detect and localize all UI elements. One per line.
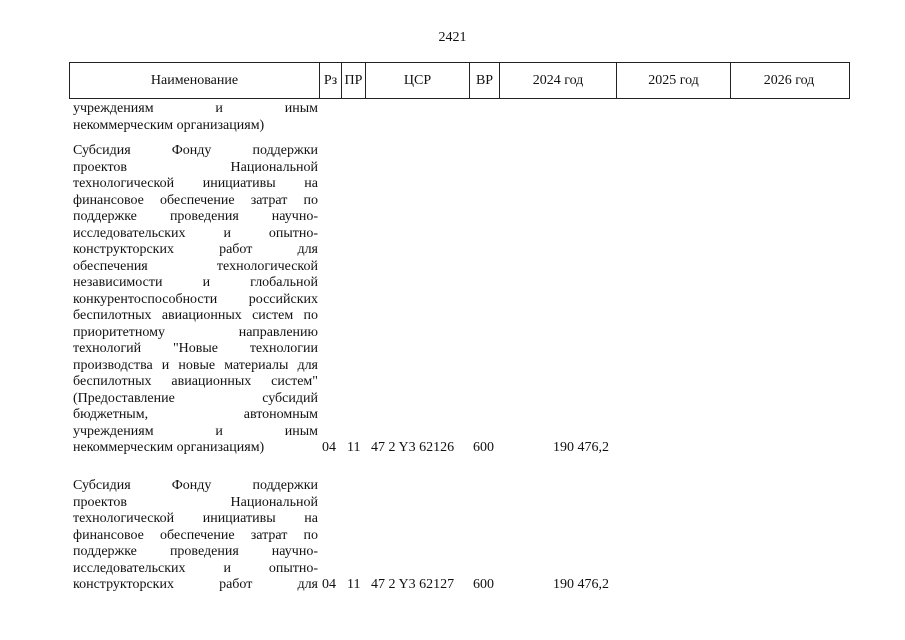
table-header (69, 62, 850, 99)
row-name-line: (Предоставление субсидий (73, 390, 318, 406)
col-header-csr: ЦСР (366, 63, 470, 98)
row-name (73, 101, 318, 134)
row-name-line: проектов Национальной (73, 494, 318, 510)
row-name-line: технологической инициативы на (73, 511, 318, 526)
row-name-line: исследовательских и опытно- (73, 560, 318, 576)
vr-cell: 600 (473, 440, 494, 455)
row-name-line: приоритетному направлению (73, 324, 318, 340)
row-name (73, 478, 318, 594)
table-row (73, 101, 850, 134)
vr-cell: 600 (473, 577, 494, 592)
row-name-line: беспилотных авиационных систем" (73, 374, 318, 389)
col-header-name: Наименование (70, 63, 320, 98)
row-name-line: производства и новые материалы для (73, 357, 318, 373)
rz-cell: 04 (322, 577, 336, 592)
row-name-line: некоммерческим организациям) (73, 440, 265, 455)
row-name-line: обеспечения технологической (73, 258, 318, 274)
col-header-2026: 2026 год (763, 72, 815, 88)
table-row (73, 143, 850, 457)
row-name-line: Субсидия Фонду поддержки (73, 478, 318, 493)
row-name-line: технологической инициативы на (73, 176, 318, 191)
row-name-line: исследовательских и опытно- (73, 225, 318, 241)
row-name-line: конкурентоспособности российских (73, 291, 318, 307)
row-name-line: независимости и глобальной (73, 275, 318, 290)
row-name (73, 143, 318, 457)
row-name-line: бюджетным, автономным (73, 407, 318, 422)
row-name-line: проектов Национальной (73, 159, 318, 175)
row-name-line: конструкторских работ для (73, 242, 318, 257)
col-header-2024: 2024 год (500, 63, 617, 98)
col-header-rz: Рз (320, 63, 342, 98)
row-name-line: конструкторских работ для (73, 577, 318, 592)
col-header-2025: 2025 год (617, 63, 731, 98)
amount-2024-cell: 190 476,2 (553, 440, 609, 455)
row-name-line: Субсидия Фонду поддержки (73, 143, 318, 158)
row-name-line: учреждениям и иным (73, 423, 318, 439)
row-name-line: финансовое обеспечение затрат по (73, 527, 318, 543)
rz-cell: 04 (322, 440, 336, 455)
pr-cell: 11 (347, 577, 361, 592)
table-row (73, 478, 850, 594)
amount-2024-cell: 190 476,2 (553, 577, 609, 592)
col-header-vr: ВР (470, 63, 500, 98)
row-name-line: поддержке проведения научно- (73, 209, 318, 224)
row-name-line: поддержке проведения научно- (73, 544, 318, 559)
csr-cell: 47 2 Y3 62127 (371, 577, 455, 592)
row-name-line: технологий "Новые технологии (73, 341, 318, 356)
csr-cell: 47 2 Y3 62126 (371, 440, 455, 455)
pr-cell: 11 (347, 440, 361, 455)
page-number: 2421 (438, 30, 467, 45)
row-name-line: учреждениям и иным (73, 101, 318, 116)
row-name-line: некоммерческим организациям) (73, 117, 265, 133)
row-name-line: финансовое обеспечение затрат по (73, 192, 318, 208)
col-header-pr: ПР (342, 63, 366, 98)
row-name-line: беспилотных авиационных систем по (73, 308, 318, 323)
